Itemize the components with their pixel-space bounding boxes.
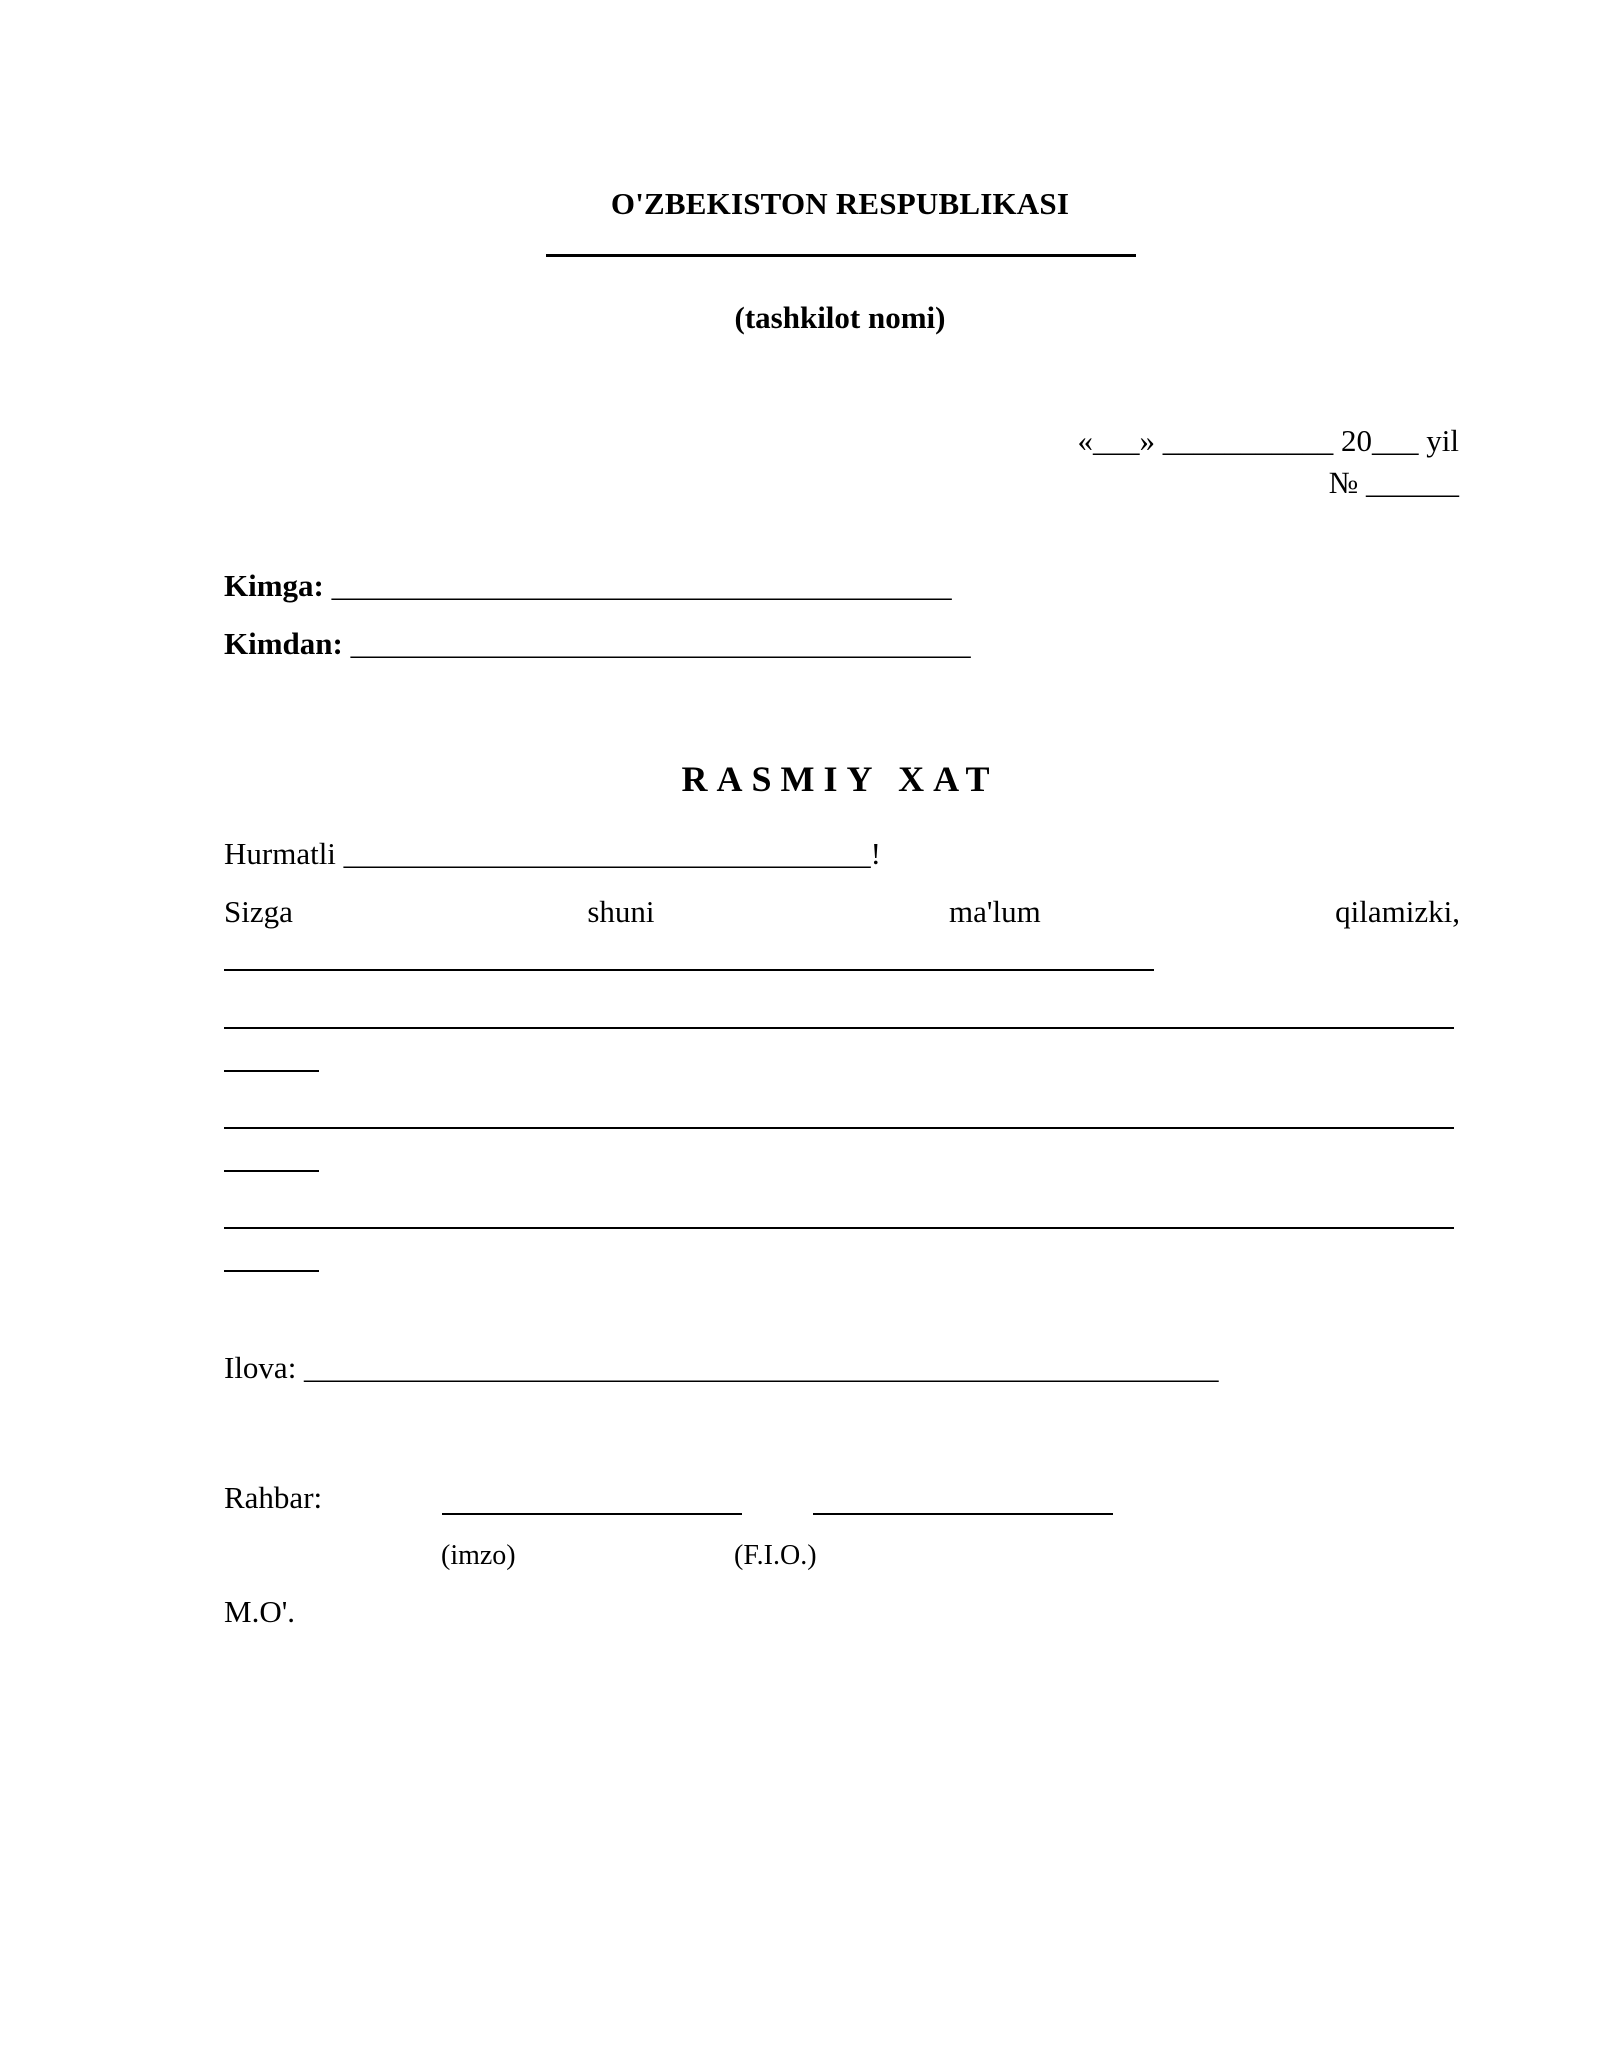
- country-heading: O'ZBEKISTON RESPUBLIKASI: [610, 186, 1070, 221]
- recipient-field: [224, 568, 952, 604]
- body-blank-line[interactable]: [224, 1127, 1454, 1129]
- body-blank-line-short[interactable]: [224, 1070, 319, 1072]
- body-blank-line[interactable]: [224, 1027, 1454, 1029]
- inform-word: shuni: [587, 894, 655, 929]
- inform-word: ma'lum: [949, 894, 1041, 929]
- seal-label: M.O'.: [224, 1594, 296, 1629]
- sender-field: [224, 626, 971, 662]
- number-field[interactable]: № ______: [1328, 465, 1459, 500]
- organization-name-blank[interactable]: [546, 254, 1136, 257]
- body-blank-line[interactable]: [224, 969, 1154, 971]
- recipient-blank[interactable]: ________________________________________: [323, 568, 952, 603]
- body-blank-line-short[interactable]: [224, 1170, 319, 1172]
- body-blank-line-short[interactable]: [224, 1270, 319, 1272]
- document-title: RASMIY XAT: [681, 759, 999, 799]
- sender-blank[interactable]: ________________________________________: [342, 626, 971, 661]
- full-name-caption: (F.I.O.): [734, 1540, 817, 1571]
- organization-caption: (tashkilot nomi): [734, 300, 946, 335]
- greeting-line[interactable]: Hurmatli __________________________________!: [224, 836, 881, 871]
- full-name-blank[interactable]: [813, 1513, 1113, 1515]
- sender-label: Kimdan:: [224, 626, 343, 661]
- inform-sentence: [224, 894, 1460, 930]
- inform-word: Sizga: [224, 894, 293, 929]
- signature-caption: (imzo): [441, 1540, 516, 1571]
- recipient-label: Kimga:: [224, 568, 324, 603]
- inform-word: qilamizki,: [1335, 894, 1460, 929]
- date-field[interactable]: «___» ___________ 20___ yil: [1077, 423, 1459, 458]
- head-label: Rahbar:: [224, 1480, 323, 1515]
- body-blank-line[interactable]: [224, 1227, 1454, 1229]
- signature-blank[interactable]: [442, 1513, 742, 1515]
- attachment-field[interactable]: Ilova: ___________________________________________________________: [224, 1350, 1219, 1385]
